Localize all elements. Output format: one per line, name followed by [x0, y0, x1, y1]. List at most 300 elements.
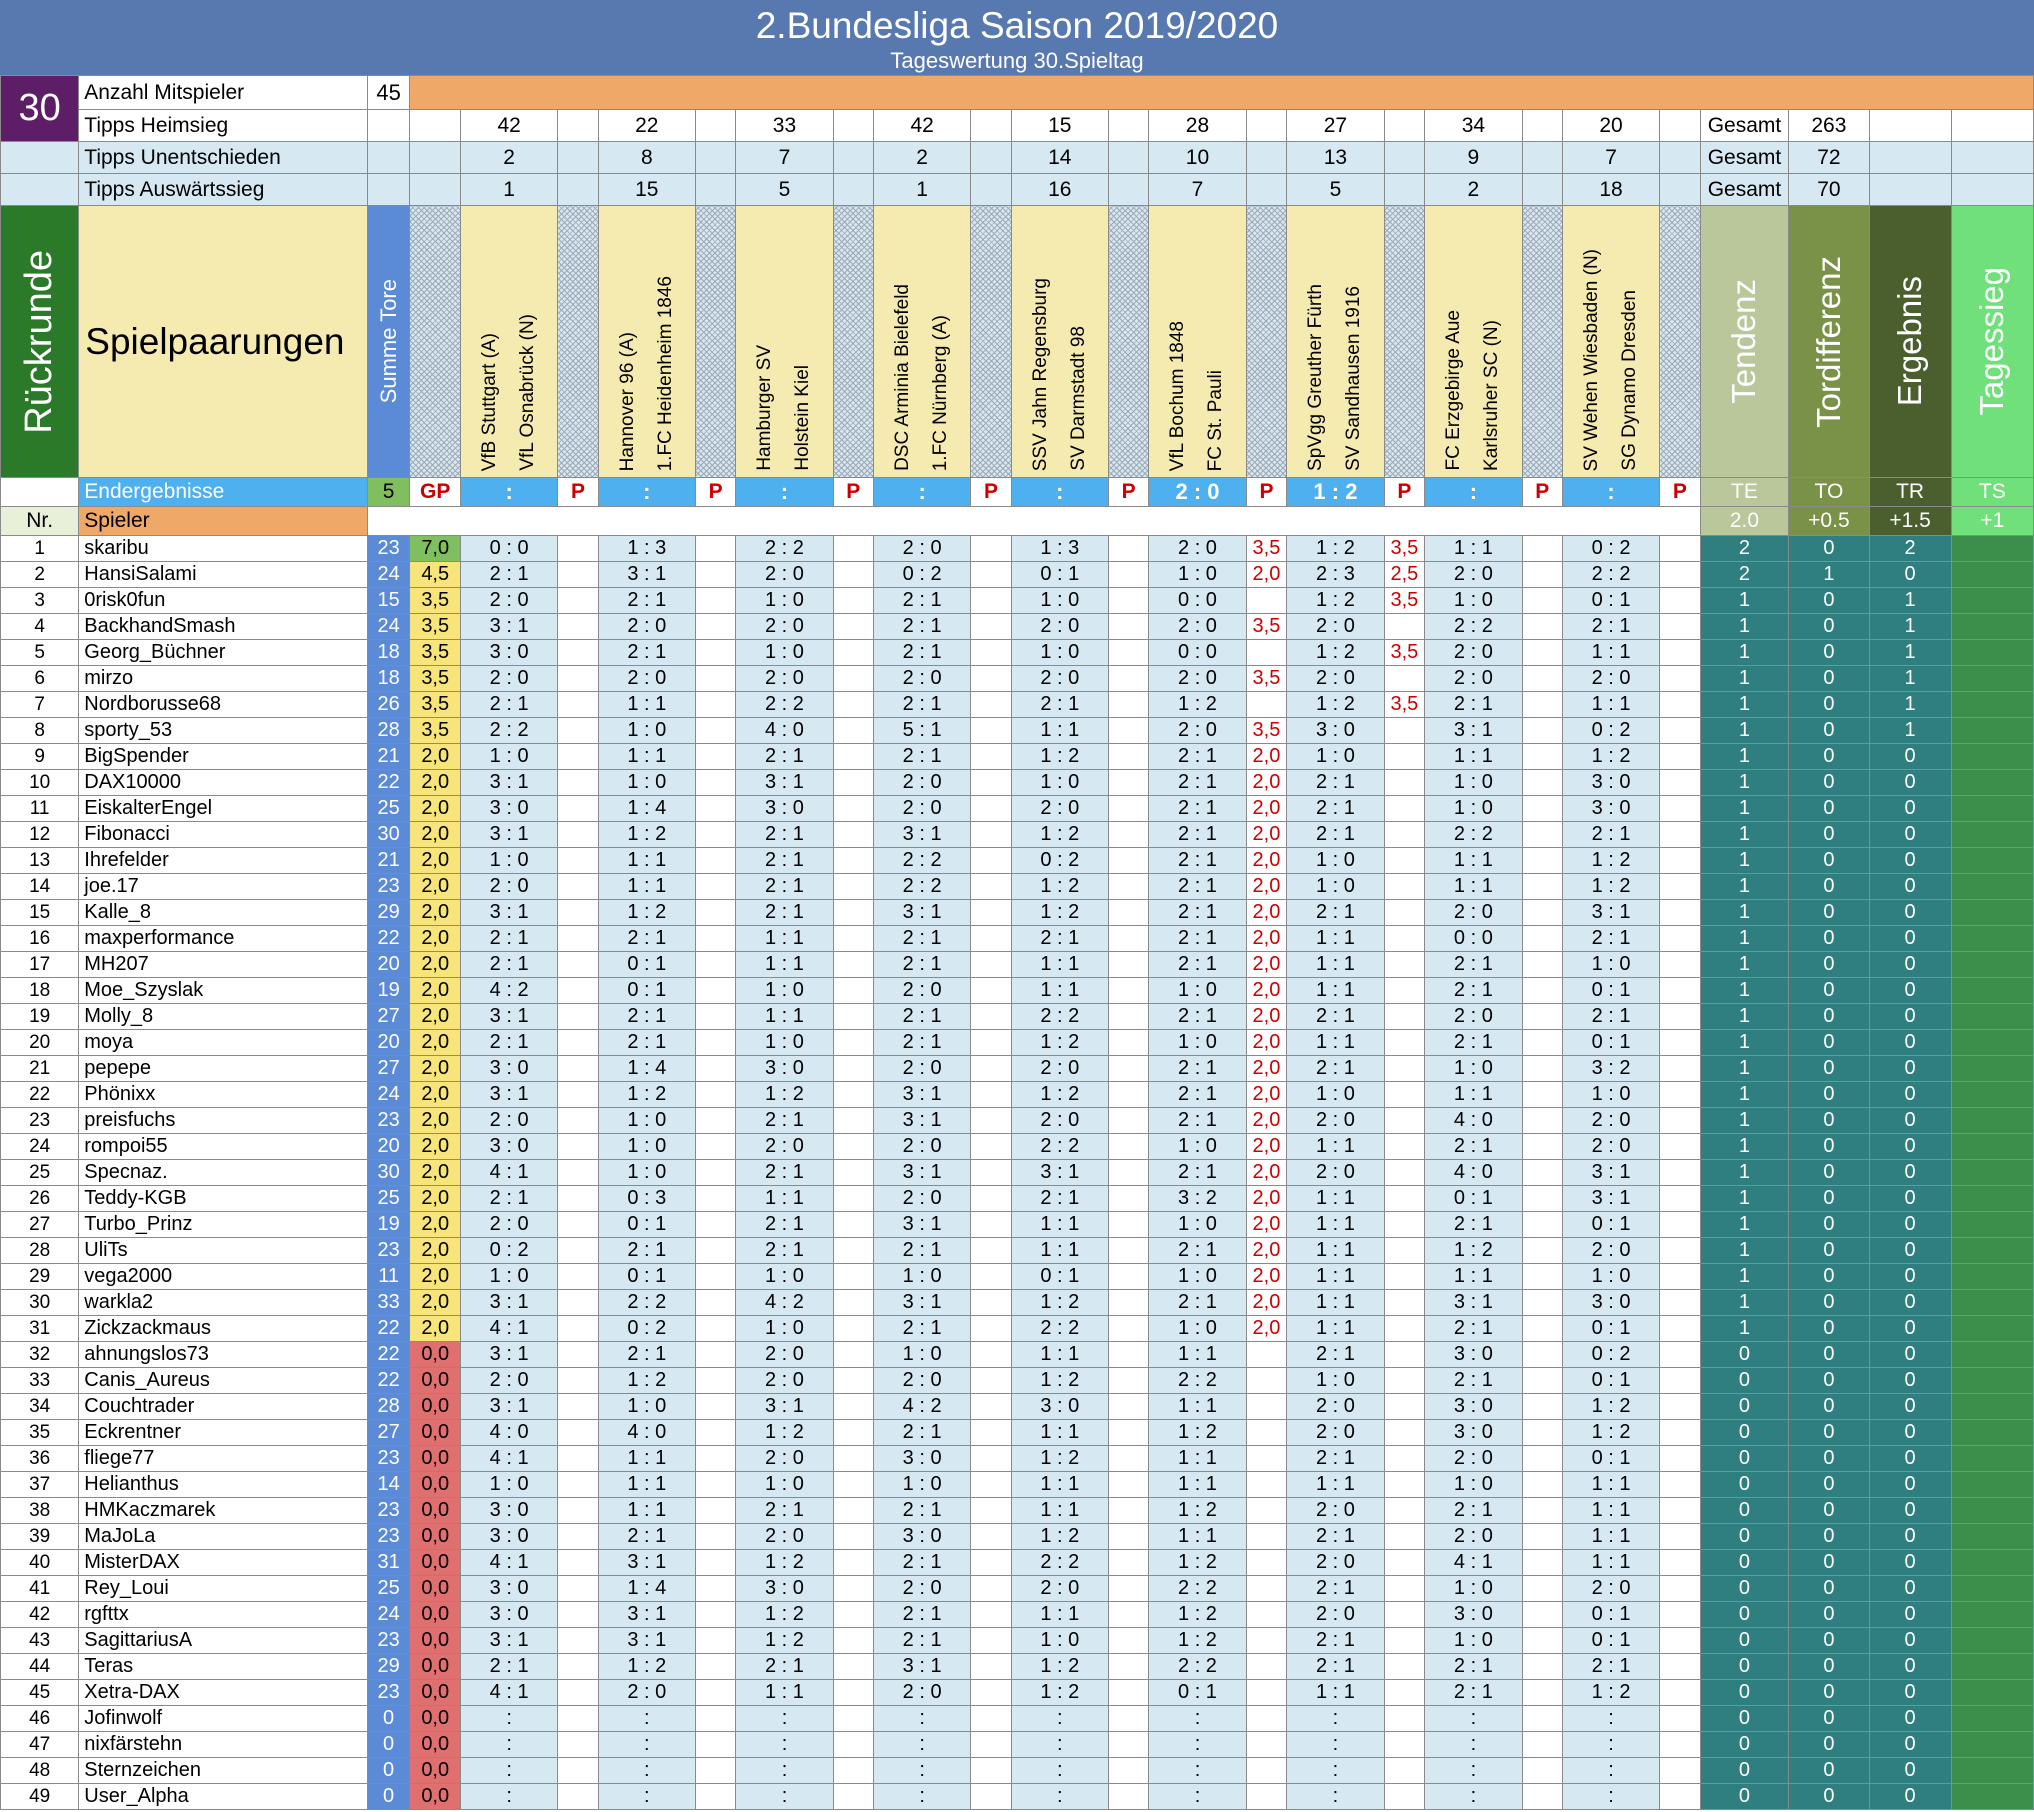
player-to: 0	[1789, 1706, 1869, 1732]
player-tip: 2 : 0	[874, 536, 971, 562]
player-sum: 20	[367, 1134, 410, 1160]
player-tip: :	[1149, 1784, 1246, 1810]
player-points	[695, 640, 735, 666]
player-points	[971, 1680, 1011, 1706]
player-tip: 1 : 0	[736, 1264, 833, 1290]
player-points	[695, 1030, 735, 1056]
table-row	[1, 770, 2034, 796]
player-points	[833, 1394, 873, 1420]
tipps-count: 8	[598, 142, 695, 174]
player-te: 1	[1700, 1030, 1789, 1056]
player-points	[558, 1082, 598, 1108]
player-tip: 4 : 1	[461, 1316, 558, 1342]
table-row	[1, 1108, 2034, 1134]
player-name: Fibonacci	[79, 822, 368, 848]
player-to: 0	[1789, 1498, 1869, 1524]
player-sum: 29	[367, 900, 410, 926]
player-name: Teras	[79, 1654, 368, 1680]
player-tip: 1 : 0	[461, 848, 558, 874]
match-header: VfB Stuttgart (A) VfL Osnabrück (N)	[461, 206, 558, 478]
player-tip: 2 : 0	[1287, 1602, 1384, 1628]
player-tip: 1 : 2	[1562, 848, 1659, 874]
blank-cell	[367, 142, 410, 174]
player-name: maxperformance	[79, 926, 368, 952]
player-tip: 0 : 1	[1562, 1368, 1659, 1394]
player-points	[1246, 1368, 1287, 1394]
match-result: 2 : 0	[1149, 478, 1246, 507]
player-points	[833, 614, 873, 640]
player-tip: 2 : 1	[1425, 1316, 1522, 1342]
player-tr: 0	[1869, 1758, 1951, 1784]
player-points: 2,0	[1246, 1160, 1287, 1186]
hatch-cell	[695, 206, 735, 478]
player-te: 0	[1700, 1472, 1789, 1498]
player-points	[1522, 1160, 1562, 1186]
table-row	[1, 1628, 2034, 1654]
player-points	[1384, 900, 1425, 926]
player-points	[833, 1290, 873, 1316]
player-tr: 0	[1869, 1394, 1951, 1420]
player-tip: 0 : 2	[1562, 1342, 1659, 1368]
player-sum: 30	[367, 822, 410, 848]
blank-cell	[971, 174, 1011, 206]
player-points	[558, 900, 598, 926]
player-tip: 2 : 1	[1149, 822, 1246, 848]
player-tip: 3 : 0	[736, 796, 833, 822]
player-nr: 36	[1, 1446, 79, 1472]
player-tip: 2 : 0	[461, 1108, 558, 1134]
player-to: 0	[1789, 1160, 1869, 1186]
player-nr: 8	[1, 718, 79, 744]
player-points	[558, 978, 598, 1004]
player-points	[558, 1680, 598, 1706]
player-name: DAX10000	[79, 770, 368, 796]
player-tip: 1 : 4	[598, 796, 695, 822]
player-tr: 0	[1869, 1602, 1951, 1628]
player-points	[695, 1602, 735, 1628]
player-tip: 3 : 0	[874, 1524, 971, 1550]
player-tip: 2 : 1	[598, 1238, 695, 1264]
tipps-count: 15	[598, 174, 695, 206]
player-tip: 1 : 0	[736, 588, 833, 614]
player-tip: 2 : 1	[874, 588, 971, 614]
player-to: 0	[1789, 1654, 1869, 1680]
player-gp: 2,0	[410, 874, 461, 900]
player-points	[1522, 536, 1562, 562]
player-tip: 1 : 2	[1011, 1524, 1108, 1550]
player-points	[1384, 1524, 1425, 1550]
match-result: :	[1011, 478, 1108, 507]
player-tip: 2 : 2	[1011, 1316, 1108, 1342]
player-tip: 2 : 1	[461, 952, 558, 978]
player-to: 0	[1789, 1082, 1869, 1108]
player-points	[1522, 1238, 1562, 1264]
player-ts	[1951, 1706, 2033, 1732]
player-tip: 3 : 1	[461, 900, 558, 926]
player-ts	[1951, 1056, 2033, 1082]
player-points	[558, 848, 598, 874]
player-points	[558, 1004, 598, 1030]
page-title: 2.Bundesliga Saison 2019/2020	[755, 5, 1279, 46]
player-tip: 1 : 0	[461, 1264, 558, 1290]
player-tip: 3 : 0	[461, 796, 558, 822]
player-points	[971, 692, 1011, 718]
player-ts	[1951, 588, 2033, 614]
player-points	[1246, 692, 1287, 718]
player-tip: 1 : 0	[736, 640, 833, 666]
player-points: 2,0	[1246, 874, 1287, 900]
match-header: FC Erzgebirge Aue Karlsruher SC (N)	[1425, 206, 1522, 478]
player-points: 2,0	[1246, 1030, 1287, 1056]
player-points	[833, 1498, 873, 1524]
tipps-count: 1	[874, 174, 971, 206]
player-tip: 4 : 1	[461, 1160, 558, 1186]
player-points	[1384, 1264, 1425, 1290]
player-tip: 2 : 1	[874, 1602, 971, 1628]
player-points	[558, 1342, 598, 1368]
player-tip: 1 : 1	[1287, 1186, 1384, 1212]
player-te: 1	[1700, 900, 1789, 926]
player-tip: 1 : 1	[1011, 718, 1108, 744]
player-points	[1108, 744, 1148, 770]
player-gp: 2,0	[410, 978, 461, 1004]
player-tip: 3 : 1	[874, 1108, 971, 1134]
table-row	[1, 1212, 2034, 1238]
player-tip: 0 : 1	[1562, 588, 1659, 614]
player-to: 0	[1789, 536, 1869, 562]
player-tip: 3 : 0	[1562, 796, 1659, 822]
player-tip: 3 : 1	[461, 1394, 558, 1420]
player-tip: 2 : 0	[874, 978, 971, 1004]
player-tip: 2 : 0	[736, 1524, 833, 1550]
player-to: 0	[1789, 1030, 1869, 1056]
player-tip: 2 : 0	[461, 1368, 558, 1394]
player-points	[1384, 1784, 1425, 1810]
player-tip: 2 : 1	[1011, 1186, 1108, 1212]
player-ts	[1951, 1212, 2033, 1238]
player-points	[971, 1238, 1011, 1264]
player-nr: 28	[1, 1238, 79, 1264]
tipps-count: 42	[874, 110, 971, 142]
player-tip: 2 : 1	[874, 1004, 971, 1030]
player-tip: 3 : 1	[874, 1212, 971, 1238]
player-tip: 1 : 2	[1287, 588, 1384, 614]
tipps-count: 34	[1425, 110, 1522, 142]
player-ts	[1951, 1602, 2033, 1628]
player-points	[1660, 1212, 1700, 1238]
player-to: 0	[1789, 874, 1869, 900]
player-tip: 2 : 0	[461, 1212, 558, 1238]
player-tip: :	[598, 1758, 695, 1784]
player-points	[1660, 536, 1700, 562]
table-row	[1, 1394, 2034, 1420]
player-tip: 0 : 0	[1149, 640, 1246, 666]
player-nr: 1	[1, 536, 79, 562]
player-to: 0	[1789, 900, 1869, 926]
player-points	[558, 614, 598, 640]
player-gp: 0,0	[410, 1706, 461, 1732]
player-tip: 1 : 1	[598, 692, 695, 718]
player-tip: 2 : 1	[1287, 1342, 1384, 1368]
player-name: HMKaczmarek	[79, 1498, 368, 1524]
player-points	[1660, 718, 1700, 744]
player-points	[1660, 1290, 1700, 1316]
player-points	[558, 1160, 598, 1186]
player-tip: 2 : 0	[598, 1680, 695, 1706]
player-tip: 2 : 1	[1287, 900, 1384, 926]
scoring-header-ts: Tagessieg	[1951, 206, 2033, 478]
player-tip: 1 : 2	[1011, 1368, 1108, 1394]
tipps-count: 9	[1425, 142, 1522, 174]
player-to: 0	[1789, 1628, 1869, 1654]
player-points	[1660, 1420, 1700, 1446]
player-tip: 2 : 1	[1149, 1056, 1246, 1082]
player-points	[558, 1732, 598, 1758]
table-row	[1, 1030, 2034, 1056]
player-to: 0	[1789, 640, 1869, 666]
player-tip: 2 : 0	[1287, 1420, 1384, 1446]
player-points	[1522, 1758, 1562, 1784]
player-tip: 0 : 0	[461, 536, 558, 562]
table-row	[1, 1420, 2034, 1446]
player-tip: :	[598, 1732, 695, 1758]
player-points	[558, 1134, 598, 1160]
player-points	[1660, 1706, 1700, 1732]
player-tip: 0 : 1	[1562, 1628, 1659, 1654]
player-ts	[1951, 692, 2033, 718]
player-sum: 18	[367, 666, 410, 692]
player-tip: 3 : 0	[1425, 1602, 1522, 1628]
player-points	[971, 1368, 1011, 1394]
player-ts	[1951, 1498, 2033, 1524]
player-points	[695, 770, 735, 796]
hatch-cell	[833, 206, 873, 478]
player-tip: 1 : 0	[874, 1264, 971, 1290]
gesamt-label: Gesamt	[1700, 174, 1789, 206]
player-points	[833, 1134, 873, 1160]
player-tip: :	[461, 1732, 558, 1758]
player-points	[1246, 640, 1287, 666]
player-te: 0	[1700, 1550, 1789, 1576]
player-tip: 1 : 1	[1149, 1472, 1246, 1498]
player-points	[1108, 900, 1148, 926]
player-points	[558, 952, 598, 978]
player-points	[1108, 1680, 1148, 1706]
player-gp: 7,0	[410, 536, 461, 562]
player-sum: 0	[367, 1784, 410, 1810]
table-row	[1, 822, 2034, 848]
player-points	[1384, 1394, 1425, 1420]
player-gp: 3,5	[410, 614, 461, 640]
table-row	[1, 1576, 2034, 1602]
table-row	[1, 1550, 2034, 1576]
player-name: Teddy-KGB	[79, 1186, 368, 1212]
player-points	[971, 1290, 1011, 1316]
table-row	[1, 1082, 2034, 1108]
player-nr: 48	[1, 1758, 79, 1784]
player-points	[558, 692, 598, 718]
player-tip: 1 : 4	[598, 1576, 695, 1602]
player-tip: 2 : 1	[736, 1238, 833, 1264]
player-ts	[1951, 718, 2033, 744]
player-points	[833, 666, 873, 692]
player-sum: 30	[367, 1160, 410, 1186]
player-points	[1522, 1186, 1562, 1212]
scoring-header-te: Tendenz	[1700, 206, 1789, 478]
player-points	[971, 926, 1011, 952]
player-tip: 2 : 2	[736, 536, 833, 562]
player-tip: 1 : 3	[598, 536, 695, 562]
player-tip: :	[598, 1784, 695, 1810]
player-tip: :	[1011, 1784, 1108, 1810]
table-row	[1, 536, 2034, 562]
player-points	[695, 1628, 735, 1654]
player-tip: 4 : 1	[1425, 1550, 1522, 1576]
player-tip: 2 : 0	[874, 1680, 971, 1706]
player-tip: 2 : 1	[1287, 1654, 1384, 1680]
player-tip: 2 : 2	[874, 874, 971, 900]
player-tip: 1 : 2	[1425, 1238, 1522, 1264]
player-tip: 0 : 1	[1562, 1030, 1659, 1056]
player-sum: 11	[367, 1264, 410, 1290]
player-points	[833, 1680, 873, 1706]
player-points	[833, 1264, 873, 1290]
player-te: 1	[1700, 926, 1789, 952]
player-ts	[1951, 536, 2033, 562]
player-points	[1522, 1056, 1562, 1082]
player-points	[1108, 770, 1148, 796]
player-gp: 0,0	[410, 1420, 461, 1446]
player-gp: 3,5	[410, 666, 461, 692]
player-tip: 2 : 0	[736, 562, 833, 588]
player-tip: 3 : 1	[461, 1342, 558, 1368]
player-points	[695, 692, 735, 718]
player-points	[971, 614, 1011, 640]
player-points	[1108, 848, 1148, 874]
player-tip: 0 : 1	[1562, 1602, 1659, 1628]
player-points	[1246, 588, 1287, 614]
player-tip: 3 : 0	[1287, 718, 1384, 744]
player-tip: 0 : 1	[598, 1264, 695, 1290]
mitspieler-value: 45	[367, 76, 410, 110]
player-nr: 30	[1, 1290, 79, 1316]
player-tip: 2 : 0	[1562, 1238, 1659, 1264]
player-tip: 3 : 1	[461, 770, 558, 796]
player-tip: 2 : 1	[598, 588, 695, 614]
player-te: 0	[1700, 1446, 1789, 1472]
player-tip: 1 : 0	[1287, 1368, 1384, 1394]
player-points	[1660, 900, 1700, 926]
player-points	[1660, 1680, 1700, 1706]
blank-cell	[558, 110, 598, 142]
player-points	[1522, 848, 1562, 874]
blank-cell	[1384, 174, 1425, 206]
player-to: 0	[1789, 1550, 1869, 1576]
player-nr: 22	[1, 1082, 79, 1108]
player-tip: 1 : 1	[736, 1004, 833, 1030]
scoring-code: TE	[1700, 478, 1789, 507]
player-tip: 1 : 1	[1011, 1602, 1108, 1628]
player-gp: 0,0	[410, 1654, 461, 1680]
blank-cell	[1, 142, 79, 174]
player-tip: 3 : 1	[1011, 1160, 1108, 1186]
player-points	[558, 1602, 598, 1628]
player-tip: 1 : 2	[598, 1368, 695, 1394]
player-tr: 0	[1869, 1706, 1951, 1732]
player-nr: 9	[1, 744, 79, 770]
player-tip: 0 : 1	[1149, 1680, 1246, 1706]
player-points	[833, 822, 873, 848]
player-points	[1108, 1654, 1148, 1680]
player-tip: 2 : 0	[874, 666, 971, 692]
player-tip: 1 : 0	[1011, 588, 1108, 614]
tipps-count: 7	[1149, 174, 1246, 206]
player-points	[971, 1394, 1011, 1420]
player-te: 1	[1700, 640, 1789, 666]
player-tip: 2 : 3	[1287, 562, 1384, 588]
tipps-count: 42	[461, 110, 558, 142]
player-tip: 2 : 1	[461, 926, 558, 952]
player-points	[558, 1472, 598, 1498]
player-tip: 2 : 0	[1149, 666, 1246, 692]
player-points	[695, 1420, 735, 1446]
player-tip: 2 : 1	[598, 926, 695, 952]
match-result: :	[1562, 478, 1659, 507]
player-tip: 1 : 0	[1562, 952, 1659, 978]
player-tip: 1 : 2	[736, 1420, 833, 1446]
player-tip: :	[1425, 1784, 1522, 1810]
blank-cell	[1522, 174, 1562, 206]
player-tip: 1 : 2	[1562, 1680, 1659, 1706]
player-points	[695, 1784, 735, 1810]
player-points	[695, 1004, 735, 1030]
player-points	[1384, 1342, 1425, 1368]
player-points	[1522, 640, 1562, 666]
player-te: 0	[1700, 1784, 1789, 1810]
player-points: 2,0	[1246, 796, 1287, 822]
table-row	[1, 796, 2034, 822]
player-tip: 3 : 1	[1562, 1186, 1659, 1212]
player-ts	[1951, 1004, 2033, 1030]
player-points	[695, 1680, 735, 1706]
player-tip: 2 : 2	[1149, 1576, 1246, 1602]
player-nr: 33	[1, 1368, 79, 1394]
player-tip: 2 : 1	[1287, 1576, 1384, 1602]
player-tip: :	[598, 1706, 695, 1732]
player-points	[558, 718, 598, 744]
player-tip: 1 : 2	[1011, 900, 1108, 926]
player-sum: 23	[367, 1498, 410, 1524]
table-row	[1, 1160, 2034, 1186]
player-tip: 2 : 2	[1011, 1004, 1108, 1030]
player-tip: 0 : 1	[1562, 1316, 1659, 1342]
player-points: 3,5	[1384, 692, 1425, 718]
player-points	[1384, 666, 1425, 692]
p-label: P	[1660, 478, 1700, 507]
tipps-count: 16	[1011, 174, 1108, 206]
player-tip: 2 : 1	[1011, 692, 1108, 718]
player-tr: 0	[1869, 1082, 1951, 1108]
player-gp: 0,0	[410, 1394, 461, 1420]
player-points	[1660, 1602, 1700, 1628]
player-tip: :	[736, 1706, 833, 1732]
player-tip: :	[1287, 1732, 1384, 1758]
player-tip: 1 : 2	[598, 822, 695, 848]
player-tip: 1 : 1	[598, 1446, 695, 1472]
player-tip: 1 : 2	[1011, 1290, 1108, 1316]
player-tip: 3 : 1	[874, 1290, 971, 1316]
player-tip: 2 : 1	[1287, 1446, 1384, 1472]
